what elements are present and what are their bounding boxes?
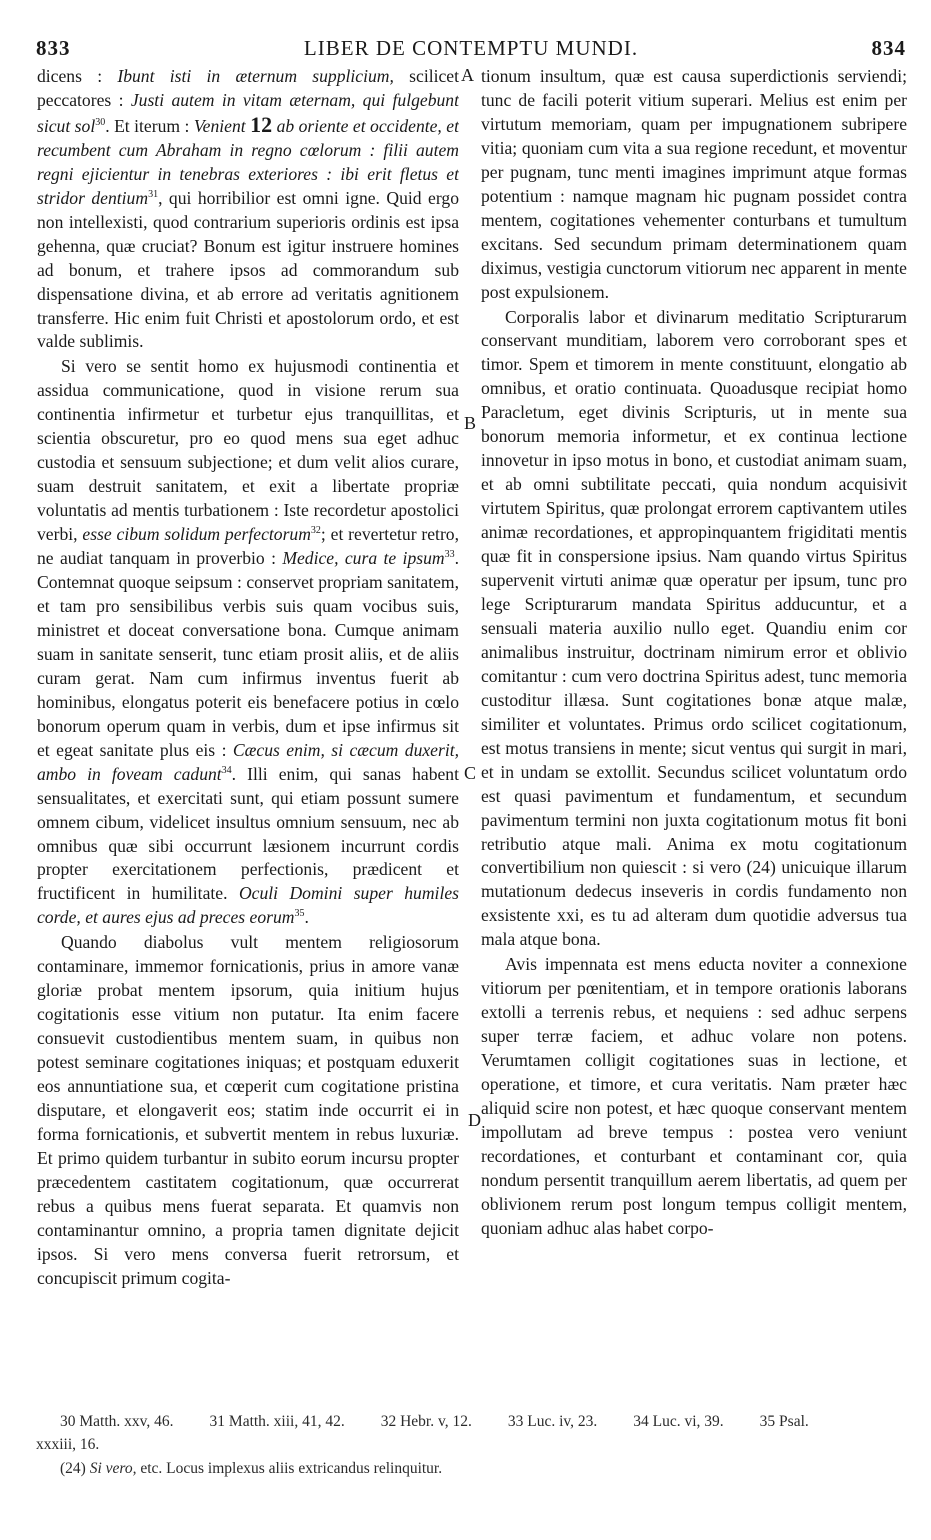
- footnote: 31 Matth. xiii, 41, 42.: [209, 1413, 345, 1430]
- text-run: . Illi enim, qui sanas habent sensualitates, et exercitati sunt, qui etiam possunt sumere omnem cibum, videlicet insultus omnium sensuum, nec ab omnibus quæ sibi occurrunt læsionem incurrunt cordis propter exercitationem perfectionis, prædicent et fructificent in humilitate.: [37, 763, 459, 904]
- page-number-left: 833: [36, 36, 71, 60]
- scripture-quote: Cæcus enim, si cæcum duxerit, ambo in foveam cadunt: [37, 739, 459, 784]
- scripture-quote: Venient: [193, 115, 246, 136]
- text-run: . Contemnat quoque seipsum : conservet propriam sanitatem, et tam pro sensibilibus verbis suis quam vocibus suis, ministret et doceat conversatione bona. Cumque animam suam in sanitate senserit, tunc etiam prosit aliis, et de aliis curam gerat. Nam cum infirmus inventus fuerit ab hominibus, elongatus poterit eis benefacere potius in cœlo bonorum operum quam in verbis, dum et ipse infirmus sit et egeat sanitate plus eis :: [37, 548, 459, 760]
- text-run: .: [304, 907, 309, 928]
- left-column: [37, 65, 459, 1405]
- running-title: LIBER DE CONTEMPTU MUNDI.: [303, 36, 639, 60]
- running-header: [36, 36, 906, 64]
- margin-marker-d: D: [468, 1110, 481, 1130]
- footnote: 30 Matth. xxv, 46.: [60, 1413, 174, 1430]
- margin-marker-b: B: [464, 413, 477, 433]
- margin-marker-c: C: [464, 763, 477, 783]
- right-column: [481, 65, 907, 1405]
- text-run: , qui horribilior est omni igne. Quid ergo non intellexisti, quod contrarium superioris ordinis est ipsa gehenna, quæ cruciat? Bonum est igitur instruere homines ad bonum, et trahere ipsos ad commorandum sub dispensatione divina, et ab errore ad veritatis agnitionem transferre. Hic enim fuit Christi et apostolorum ordo, et est valde sublimis.: [37, 187, 459, 352]
- footnote-ref: 32: [310, 525, 321, 537]
- scripture-quote: Oculi Domini super humiles corde, et aures ejus ad preces eorum: [37, 883, 459, 928]
- footnote-ref: 30: [95, 117, 106, 129]
- page-number-right: 834: [871, 36, 906, 60]
- scripture-quote: esse cibum solidum perfectorum: [82, 524, 311, 545]
- footnote-line: [60, 1410, 910, 1433]
- footnote-ref: 35: [294, 908, 305, 920]
- footnote: 34 Luc. vi, 39.: [633, 1413, 724, 1430]
- note-text: etc. Locus implexus aliis extricandus relinquitur.: [136, 1460, 443, 1477]
- text-run: dicens :: [37, 66, 118, 86]
- paragraph: [37, 355, 459, 930]
- paragraph: Avis impennata est mens educta noviter a connexione vitiorum per pœnitentiam, et in tempore orationis laborans extolli a terrenis rebus, et nequiens : sed adhuc serpens super terræ faciem, et adhuc volare non potens. Verumtamen colligit cogitationes suas in lectione, et operatione, et timore, et cura veritatis. Nam præter hæc aliquid scire non potest, et hæc quoque conservant mentem impollutam ad breve tempus : postea vero veniunt recordationes, et conturbant et contaminant cor, quia nondum persentit tranquillum aerem libertatis, ad quem per oblivionem rerum post longum tempus colligit mentem, quoniam adhuc alas habet corpo-: [481, 954, 907, 1238]
- scripture-quote: Ibunt isti in æternum supplicium,: [117, 66, 394, 86]
- footnote: 35 Psal.: [759, 1413, 809, 1430]
- editorial-note: [60, 1458, 442, 1480]
- paragraph: [37, 65, 459, 354]
- footnote-ref: 34: [221, 764, 232, 776]
- text-run: Si vero se sentit homo ex hujusmodi continentia et assidua communicatione, quod in visione rerum sua continentia infirmetur et turbetur ejus tranquillitas, et scientia obscuretur, pro eo quod mens sua eget adhuc custodia et sensuum subjectione; et dum velit alios curare, suam destruit sanitatem, et exit a libertate propriæ voluntatis ad mentis turbationem : Iste recordetur apostolici verbi,: [37, 356, 459, 545]
- paragraph: Quando diabolus vult mentem religiosorum contaminare, immemor fornicationis, prius in amore vanæ gloriæ probat mentem ipsorum, quia initium hujus cogitationis esse vitium non putatur. Ita enim facere consuevit custodientibus mentem suam, in quibus non potest seminare cogitationes iniquas; et postquam eduxerit eos annuntiatione sua, et cœperit cum cogitatione pristina disputare, et elongaverit eos; statim inde occurrit ei in forma fornicationis, et subvertit mentem in rebus luxuriæ. Et primo quidem turbantur in subito eorum incursu propter præcedentem castitatem cogitationum, quæ occurrerat rebus a quibus mens fuerat separata. Et quamvis non contaminantur omnino, a propria tamen dignitate dejicit ipsos. Si vero mens conversa fuerit retrorsum, et concupiscit primum cogita-: [37, 932, 459, 1288]
- scripture-quote: Medice, cura te ipsum: [282, 548, 445, 569]
- footnote: 33 Luc. iv, 23.: [507, 1413, 598, 1430]
- footnote: 32 Hebr. v, 12.: [380, 1413, 472, 1430]
- scripture-quote: Justi autem in vitam æternam, qui fulgebunt sicut sol: [37, 89, 459, 136]
- note-lemma: Si vero,: [89, 1460, 137, 1477]
- text-run: . Et iterum :: [105, 115, 194, 136]
- text-run: ; et revertetur retro, ne audiat tanquam in proverbio :: [37, 524, 459, 569]
- footnote-ref: 31: [148, 188, 159, 200]
- footnote-continuation: xxxiii, 16.: [36, 1436, 100, 1453]
- margin-marker-a: A: [461, 65, 474, 85]
- text-run: scilicet peccatores :: [37, 66, 459, 110]
- column-number: 12: [250, 111, 273, 137]
- paragraph: Corporalis labor et divinarum meditatio Scripturarum conservant munditiam, laborem vero corroborant spes et timor. Spem et timorem in mente constituunt, elongatio ab omnibus, et oratio continuata. Quoadusque recipiat homo Paracletum, eget divinis Scripturis, ut in mente sua bonorum memoria informetur, et ex continua lectione innovetur in ipso motus in bono, et custodiat animam suam, et ab omni subtilitate peccati, quia nondum acquisivit virtutem Spiritus, quæ prolongat errorem captivantem utiles animæ recordationes, et appropinquantem frigiditati mentis quæ fit in conspersione ipsius. Nam quando virtus Spiritus supervenit virtuti animæ quæ operatur per ipsum, tunc pro lege Scripturarum mandata Spiritus adducuntur, et a sensuali materia auxilio nullo eget. Quandiu enim cor animalibus instruitur, doctrinam nimirum error et oblivio comitantur : cum vero doctrina Spiritus adest, tunc memoria custoditur illæsa. Sunt cogitationes bonæ atque malæ, similiter et voluntates. Primus ordo scilicet cogitationum, est motus transiens in mente; sicut ventus qui surgit in mari, et in undam se extollit. Secundus scilicet voluntatum ordo est quasi pavimentum et fundamentum, et secundum pavimentum termini non juxta cogitationum motus fit boni retributio atque mali. Anima ex motu cogitationum convertibilium non quiescit : si vero (24) unicuique illarum mutationum dedecus inseveris in cordis fundamento non exsistente xxi, es tu ad alteram dum quotidie adversus tua mala atque bona.: [481, 306, 907, 950]
- footnote-ref: 33: [444, 549, 455, 561]
- footnotes: [36, 1410, 910, 1456]
- note-number: (24): [60, 1460, 86, 1477]
- scripture-quote: ab oriente et occidente, et recumbent cum Abraham in regno cœlorum : filii autem regni ejicientur in tenebras exteriores : ibi erit fletus et stridor dentium: [37, 115, 459, 208]
- paragraph: tionum insultum, quæ est causa superdictionis serviendi; tunc de facili poterit vitium superari. Melius est enim per virtutum memoriam, quam per impugnationem subripere vitia; quoniam cum vita a sua regione recedunt, et moventur per pugnam, tunc menti imagines imprimunt atque formas potentium : namque magnam hic pugnam possidet contra mentem, cogitationes vehementer conturbans et tumultum excitans. Sed secundum primam determinationem quam diximus, vestigia cunctorum vitiorum nec apparent in mente post expulsionem.: [481, 66, 907, 302]
